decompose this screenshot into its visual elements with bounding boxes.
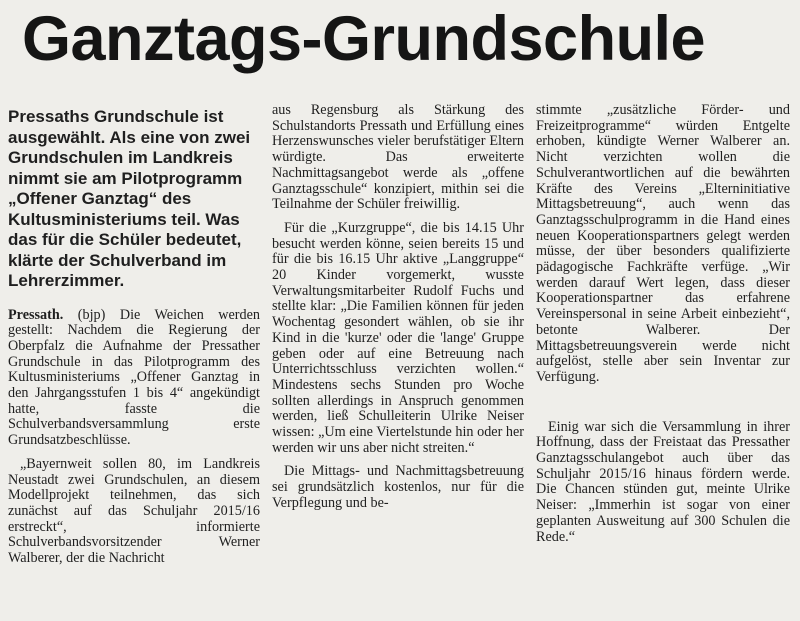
paragraph-4: Für die „Kurzgruppe“, die bis 14.15 Uhr besucht werden könne, seien bereits 15 und für die bis 16.15 Uhr aktive „Langgruppe“ 20 Kinder vorgemerkt, wusste Verwaltungsmitarbeiter Rudolf Fuchs und stellte klar: „Die Familien können für jeden Wochentag gesondert wählen, ob sie ihr Kind in die 'kurze' oder die 'lange' Gruppe geben oder auf eine Betreuung nach Unterrichtsschluss verzichten wollen.“ Mindestens sechs Stunden pro Woche sollten allerdings in Anspruch genommen werden, ließ Schulleiterin Ulrike Neiser wissen: „Um eine Viertelstunde hin oder her werden wir uns aber nicht streiten.“: [272, 219, 524, 456]
paragraph-1-text: Die Weichen werden gestellt: Nachdem die Regierung der Oberpfalz die Aufnahme der Pressather Grundschule in das Pilotprogramm des Kultusministeriums „Offener Ganztag in den Jahrgangsstufen 1 bis 4“ angekündigt hatte, fasste die Schulverbandsversammlung erste Grundsatzbeschlüsse.: [8, 306, 261, 449]
article-teaser: Pressaths Grundschule ist ausgewählt. Als eine von zwei Grundschulen im Landkreis nimmt sie am Pilotprogramm „Offener Ganztag“ des Kultusministeriums teil. Was das für die Schüler bedeutet, klärte der Schulverband im Lehrerzimmer.: [8, 107, 251, 290]
dateline: Pressath.: [8, 306, 64, 323]
paragraph-2: „Bayernweit sollen 80, im Landkreis Neustadt zwei Grundschulen, an diesem Modellprojekt teilnehmen, das sich zunächst auf das Schuljahr 2015/16 erstreckt“, informierte Schulverbandsvorsitzender Werner Walberer, der die Nachricht: [8, 455, 260, 567]
paragraph-3: aus Regensburg als Stärkung des Schulstandorts Pressath und Erfüllung eines Herzenswunsches vieler berufstätiger Eltern würdigte. Das erweiterte Nachmittagsangebot werde als „offene Ganztagsschule“ konzipiert, mithin sei die Teilnahme der Schüler freiwillig.: [272, 102, 524, 213]
author-tag: (bjp): [77, 306, 106, 323]
column-3: [536, 103, 790, 545]
paragraph-1: [8, 308, 260, 449]
column-2: [272, 103, 524, 512]
paragraph-7: Einig war sich die Versammlung in ihrer Hoffnung, dass der Freistaat das Pressather Ganztagsschulangebot auch über das Schuljahr 2015/16 hinaus fördern werde. Die Chancen stünden gut, meinte Ulrike Neiser: „Immerhin ist sogar von einer geplanten Ausweitung auf 300 Schulen die Rede.“: [536, 418, 790, 545]
paragraph-5: Die Mittags- und Nachmittagsbetreuung sei grundsätzlich kostenlos, nur für die Verpflegung und be-: [272, 463, 524, 511]
article-headline: Ganztags-Grundschule: [22, 4, 706, 74]
column-1: [8, 103, 260, 567]
paragraph-6: stimmte „zusätzliche Förder- und Freizeitprogramme“ würden Entgelte erhoben, kündigte Werner Walberer an. Nicht verzichten wollen die Schulverantwortlichen auf die bewährten Kräfte des Vereins „Elterninitiative Mittagsbetreuung“, auch wenn das Ganztagsschulprogramm in die Hand eines neuen Kooperationspartners gelegt werden müsse, der über besonders qualifizierte pädagogische Fachkräfte verfüge. „Wir werden darauf Wert legen, dass dieser Kooperationspartner das erfahrene Vereinspersonal in seine Arbeit einbezieht“, betonte Walberer. Der Mittagsbetreuungsverein werde nicht aufgelöst, stelle aber sein Inventar zur Verfügung.: [536, 102, 790, 385]
